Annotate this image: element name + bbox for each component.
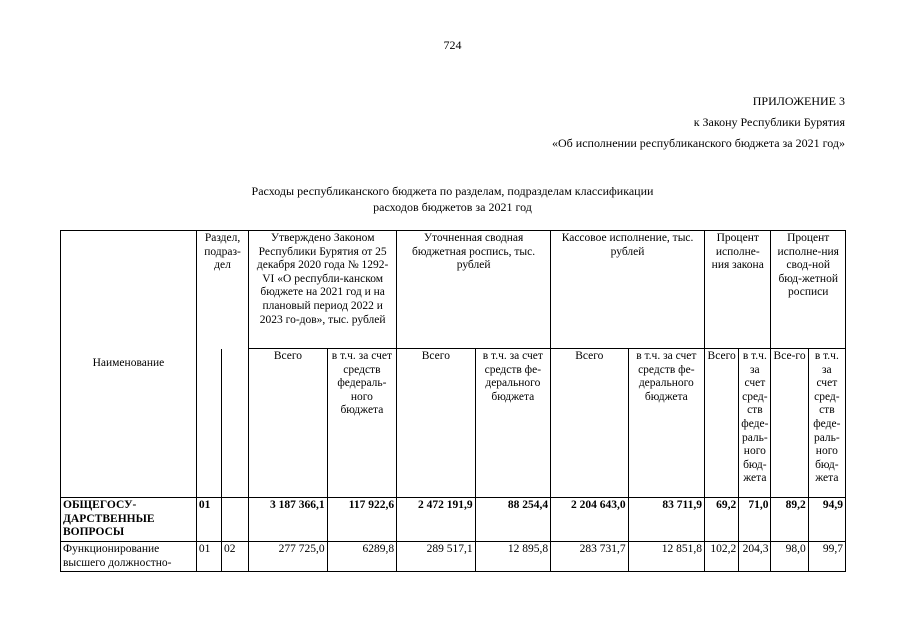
header-pct-roll: Процент исполне-ния свод-ной бюд-жетной росписи [771,231,846,349]
row-subsection [222,498,249,542]
appendix-title: ПРИЛОЖЕНИЕ 3 [752,94,845,108]
header-pct-law-fed: в т.ч. за счет сред-ств феде-раль-ного бюд-жета [739,349,771,498]
expenditure-table [60,230,846,572]
row-approved-fed: 117 922,6 [327,498,396,542]
appendix-law-name: «Об исполнении республиканского бюджета за 2021 год» [552,136,845,150]
row-section: 01 [196,498,221,542]
row-approved-total: 3 187 366,1 [249,498,327,542]
row-pct-law-fed: 71,0 [739,498,771,542]
header-approved: Утверждено Законом Республики Бурятия от 25 декабря 2020 года № 1292-VI «О республи-канском бюджете на 2021 год и на плановый период 2022 и 2023 го-дов», тыс. рублей [249,231,397,349]
header-cash-fed: в т.ч. за счет средств фе-дерального бюджета [628,349,704,498]
table-title-line1: Расходы республиканского бюджета по разделам, подразделам классификации [251,184,654,198]
header-approved-fed: в т.ч. за счет средств федераль-ного бюджета [327,349,396,498]
page-number: 724 [443,38,462,52]
header-cash: Кассовое исполнение, тыс. рублей [551,231,705,349]
header-refined: Уточненная сводная бюджетная роспись, тыс. рублей [397,231,551,349]
row-cash-total: 2 204 643,0 [551,498,628,542]
row-name: Функционирование высшего должностно- [61,542,197,572]
row-pct-roll-fed: 94,9 [808,498,845,542]
appendix-law: к Закону Республики Бурятия [693,115,845,129]
row-name: ОБЩЕГОСУ-ДАРСТВЕННЫЕ ВОПРОСЫ [61,498,197,542]
table-row [61,542,846,572]
table-title-line2: расходов бюджетов за 2021 год [373,200,532,214]
row-approved-fed: 6289,8 [327,542,396,572]
row-cash-fed: 83 711,9 [628,498,704,542]
row-pct-roll-total: 89,2 [771,498,808,542]
header-row-1 [61,231,846,349]
row-cash-fed: 12 851,8 [628,542,704,572]
header-section: Раздел, подраз-дел [196,231,248,349]
table-row [61,498,846,542]
row-subsection: 02 [222,542,249,572]
row-section: 01 [196,542,221,572]
row-pct-law-total: 69,2 [705,498,739,542]
header-refined-total: Всего [397,349,475,498]
header-pct-roll-total: Все-го [771,349,808,498]
row-refined-total: 2 472 191,9 [397,498,475,542]
header-section-blank [196,349,221,498]
row-refined-fed: 88 254,4 [475,498,550,542]
header-pct-roll-fed: в т.ч. за счет сред-ств феде-раль-ного бюд-жета [808,349,845,498]
row-pct-law-fed: 204,3 [739,542,771,572]
header-approved-total: Всего [249,349,327,498]
row-refined-fed: 12 895,8 [475,542,550,572]
header-cash-total: Всего [551,349,628,498]
header-pct-law: Процент исполне-ния закона [705,231,771,349]
header-pct-law-total: Всего [705,349,739,498]
row-approved-total: 277 725,0 [249,542,327,572]
row-cash-total: 283 731,7 [551,542,628,572]
header-name: Наименование [61,231,197,498]
row-refined-total: 289 517,1 [397,542,475,572]
header-refined-fed: в т.ч. за счет средств фе-дерального бюджета [475,349,550,498]
row-pct-law-total: 102,2 [705,542,739,572]
header-subsection-blank [222,349,249,498]
row-pct-roll-total: 98,0 [771,542,808,572]
row-pct-roll-fed: 99,7 [808,542,845,572]
